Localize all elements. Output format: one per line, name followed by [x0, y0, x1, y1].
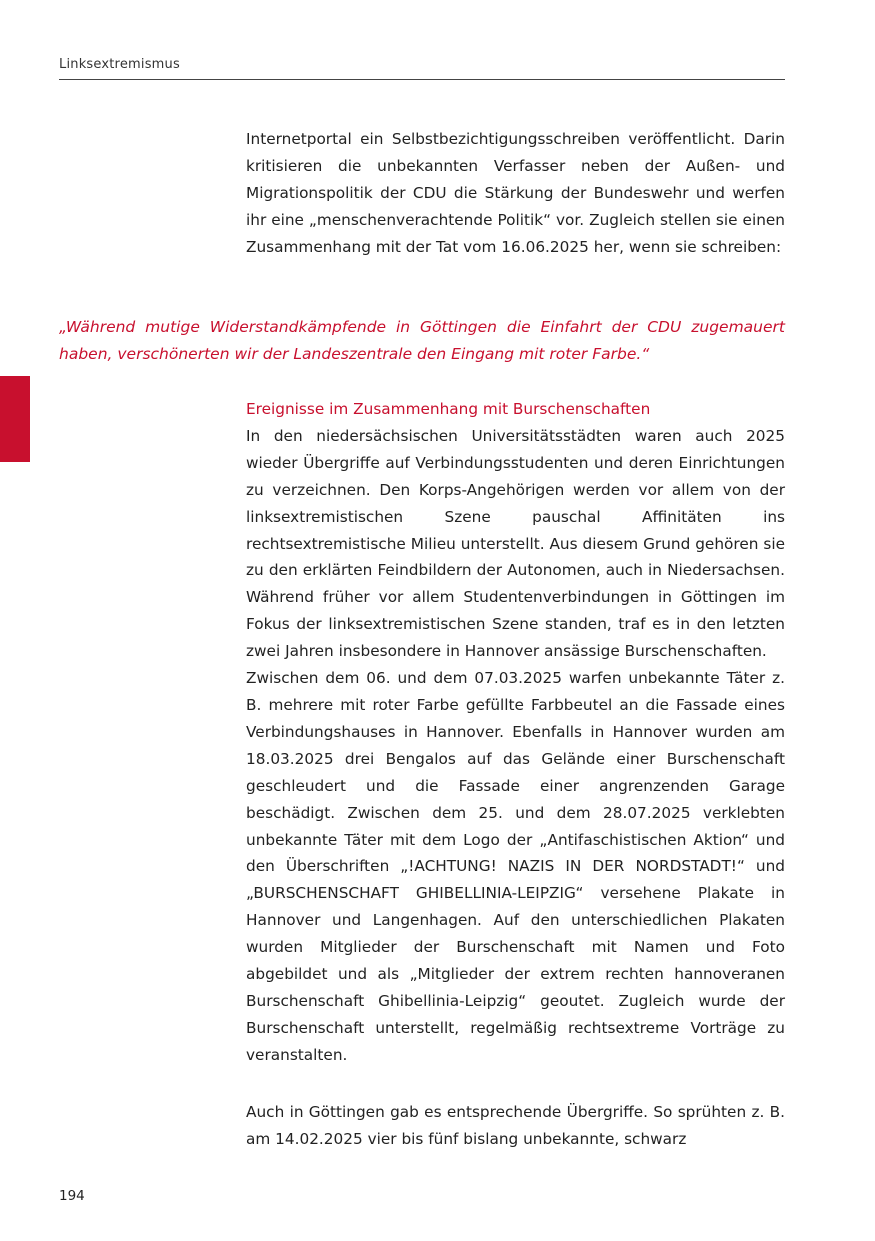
burschenschaften-section: [246, 396, 785, 1069]
closing-paragraph: Auch in Göttingen gab es entsprechende Übergriffe. So sprühten z. B. am 14.02.2025 vier bis fünf bislang unbekannte, schwarz: [246, 1103, 785, 1148]
intro-paragraph: Internetportal ein Selbstbezichtigungsschreiben veröffentlicht. Darin kritisieren die unbekannten Verfasser neben der Außen- und Migrationspolitik der CDU die Stärkung der Bundeswehr und werfen ihr eine „menschenverachtende Politik“ vor. Zugleich stellen sie einen Zusammenhang mit der Tat vom 16.06.2025 her, wenn sie schreiben:: [246, 130, 785, 256]
section-heading: Ereignisse im Zusammenhang mit Burschenschaften: [246, 400, 651, 418]
closing-text-block: [246, 1099, 785, 1153]
running-header: Linksextremismus: [59, 57, 180, 72]
section-paragraph-1: In den niedersächsischen Universitätsstädten waren auch 2025 wieder Übergriffe auf Verbindungsstudenten und deren Einrichtungen zu verzeichnen. Den Korps-Angehörigen werden vor allem von der linksextremistischen Szene pauschal Affinitäten ins rechtsextremistische Milieu unterstellt. Aus diesem Grund gehören sie zu den erklärten Feindbildern der Autonomen, auch in Niedersachsen. Während früher vor allem Studentenverbindungen in Göttingen im Fokus der linksextremistischen Szene standen, traf es in den letzten zwei Jahren insbesondere in Hannover ansässige Burschenschaften.: [246, 426, 785, 661]
header-rule: [59, 79, 785, 80]
section-paragraph-2: Zwischen dem 06. und dem 07.03.2025 warfen unbekannte Täter z. B. mehrere mit roter Farbe gefüllte Farbbeutel an die Fassade eines Verbindungshauses in Hannover. Ebenfalls in Hannover wurden am 18.03.2025 drei Bengalos auf das Gelände einer Burschenschaft geschleudert und die Fassade einer angrenzenden Garage beschädigt. Zwischen dem 25. und dem 28.07.2025 verklebten unbekannte Täter mit dem Logo der „Antifaschistischen Aktion“ und den Überschriften „!ACHTUNG! NAZIS IN DER NORDSTADT!“ und „BURSCHENSCHAFT GHIBELLINIA-LEIPZIG“ versehene Plakate in Hannover und Langenhagen. Auf den unterschiedlichen Plakaten wurden Mitglieder der Burschenschaft mit Namen und Foto abgebildet und als „Mitglieder der extrem rechten hannoveranen Burschenschaft Ghibellinia-Leipzig“ geoutet. Zugleich wurde der Burschenschaft unterstellt, regelmäßig rechtsextreme Vorträge zu veranstalten.: [246, 669, 785, 1064]
page-number: 194: [59, 1188, 85, 1204]
intro-text-block: [246, 126, 785, 261]
pull-quote: „Während mutige Widerstandkämpfende in Göttingen die Einfahrt der CDU zugemauert haben, verschönerten wir der Landeszentrale den Eingang mit roter Farbe.“: [59, 318, 785, 363]
chapter-marker-tab: [0, 376, 30, 462]
